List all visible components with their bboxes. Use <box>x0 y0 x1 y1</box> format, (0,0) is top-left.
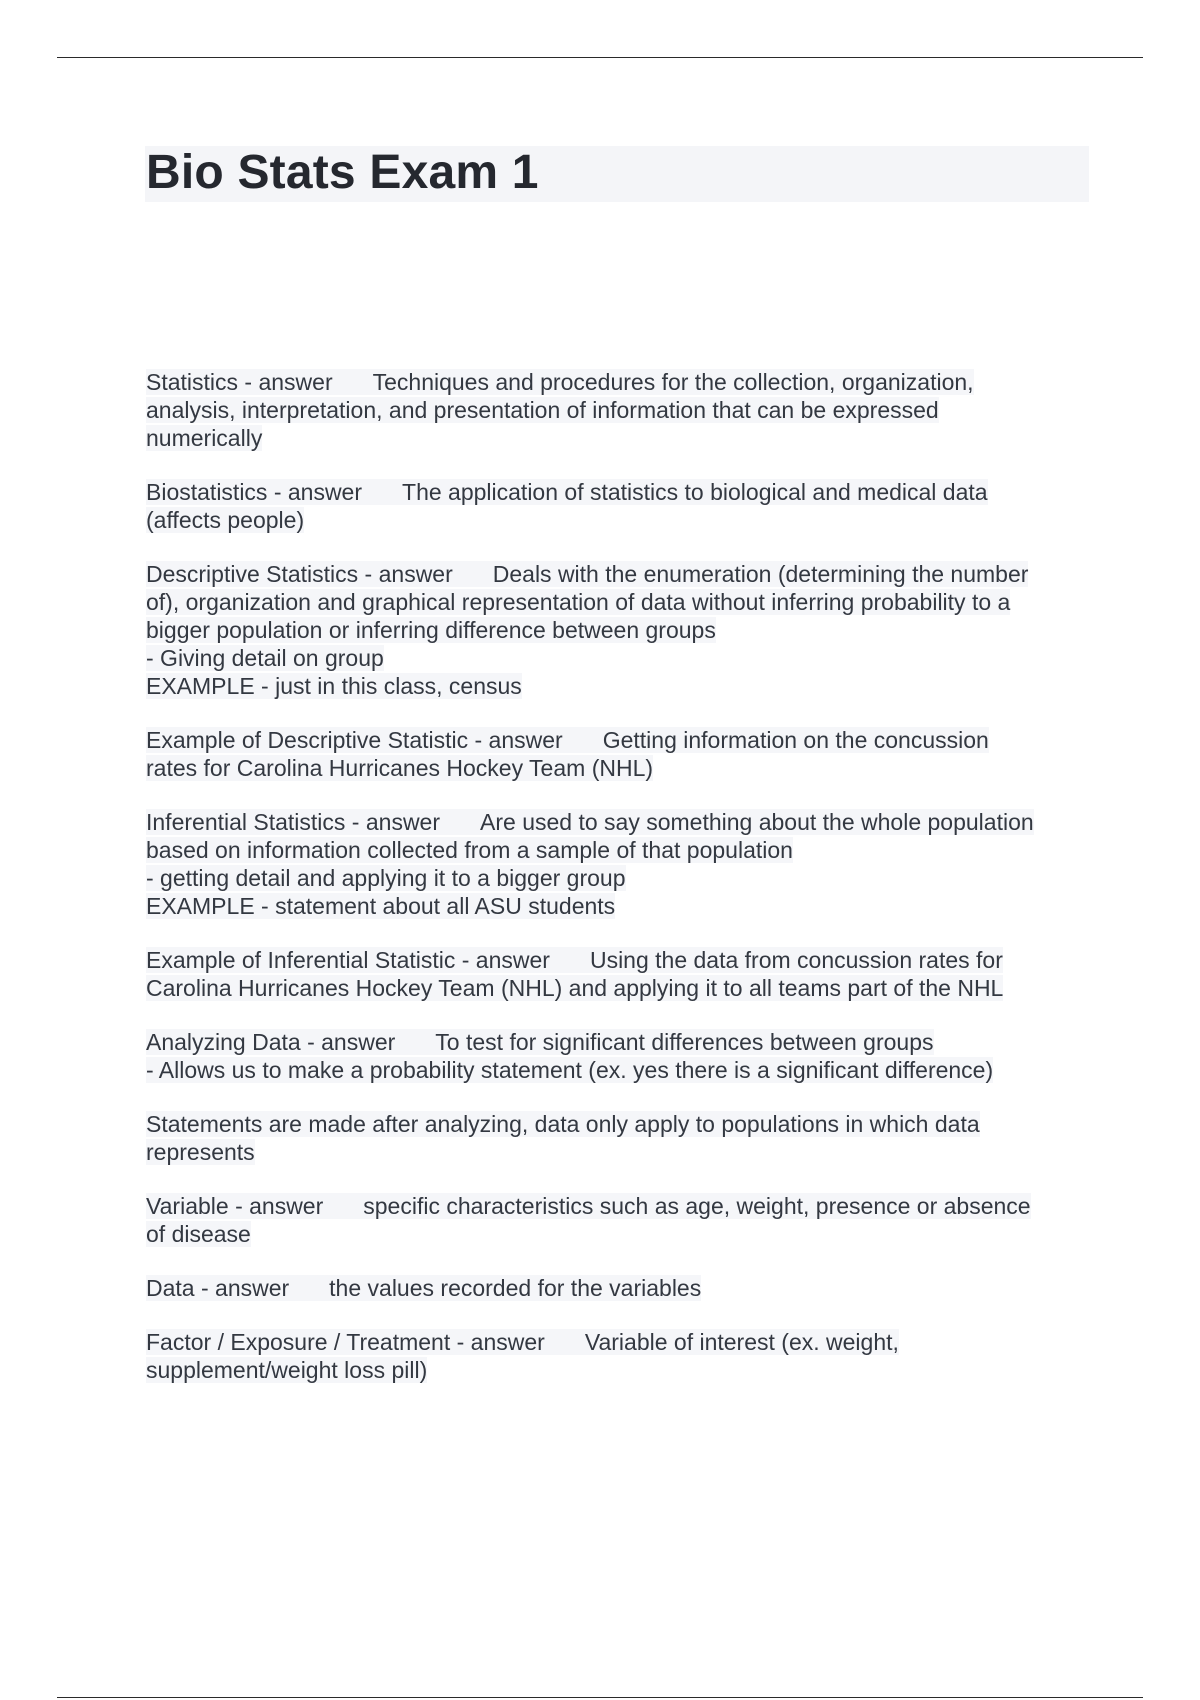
qa-line <box>146 424 1091 452</box>
qa-answer-continuation: - Allows us to make a probability statement (ex. yes there is a significant difference) <box>146 1057 994 1083</box>
qa-entry <box>146 1028 1091 1084</box>
qa-line-text <box>146 893 615 919</box>
qa-line <box>146 588 1091 616</box>
qa-line-text <box>146 1221 251 1247</box>
qa-line <box>146 892 1091 920</box>
qa-term: Descriptive Statistics - answer <box>146 561 453 587</box>
qa-line-text <box>146 397 939 423</box>
qa-answer-continuation: numerically <box>146 425 263 451</box>
qa-term: Statistics - answer <box>146 369 333 395</box>
qa-line <box>146 1356 1091 1384</box>
qa-term: Example of Inferential Statistic - answer <box>146 947 550 973</box>
qa-answer-continuation: EXAMPLE - just in this class, census <box>146 673 522 699</box>
qa-term: Analyzing Data - answer <box>146 1029 396 1055</box>
qa-answer-continuation: based on information collected from a sample of that population <box>146 837 793 863</box>
qa-answer-text: specific characteristics such as age, weight, presence or absence <box>363 1193 1031 1219</box>
qa-answer-continuation: - Giving detail on group <box>146 645 384 671</box>
qa-line-text <box>146 1111 980 1137</box>
qa-line <box>146 1328 1091 1356</box>
qa-answer-continuation: rates for Carolina Hurricanes Hockey Team (NHL) <box>146 755 654 781</box>
qa-entry <box>146 560 1091 700</box>
qa-entry <box>146 478 1091 534</box>
qa-line-text <box>146 837 793 863</box>
qa-line <box>146 672 1091 700</box>
qa-line-text <box>146 507 304 533</box>
qa-line <box>146 1138 1091 1166</box>
qa-answer-continuation: - getting detail and applying it to a bigger group <box>146 865 626 891</box>
qa-answer-text: Getting information on the concussion <box>602 727 989 753</box>
qa-line-text <box>146 645 384 671</box>
qa-entry <box>146 946 1091 1002</box>
qa-entry <box>146 1110 1091 1166</box>
qa-line <box>146 864 1091 892</box>
qa-answer-continuation: supplement/weight loss pill) <box>146 1357 428 1383</box>
page-title: Bio Stats Exam 1 <box>146 146 539 199</box>
qa-term: Example of Descriptive Statistic - answer <box>146 727 563 753</box>
qa-line <box>146 1056 1091 1084</box>
qa-line-text <box>146 617 716 643</box>
qa-line-text <box>146 1029 934 1055</box>
qa-line-text <box>146 755 653 781</box>
qa-entry <box>146 1274 1091 1302</box>
qa-answer-continuation: analysis, interpretation, and presentation of information that can be expressed <box>146 397 939 423</box>
qa-term: Data - answer <box>146 1275 290 1301</box>
qa-line <box>146 1028 1091 1056</box>
qa-line-text <box>146 425 262 451</box>
qa-answer-continuation: EXAMPLE - statement about all ASU students <box>146 893 616 919</box>
qa-entry <box>146 1328 1091 1384</box>
qa-line <box>146 1192 1091 1220</box>
qa-line-text <box>146 1357 427 1383</box>
qa-term: Inferential Statistics - answer <box>146 809 441 835</box>
qa-line <box>146 368 1091 396</box>
qa-line-text <box>146 865 626 891</box>
qa-answer-text: the values recorded for the variables <box>329 1275 702 1301</box>
qa-term: Factor / Exposure / Treatment - answer <box>146 1329 545 1355</box>
qa-term: Variable - answer <box>146 1193 324 1219</box>
qa-line-text <box>146 727 989 753</box>
qa-line <box>146 836 1091 864</box>
qa-line-text <box>146 1275 701 1301</box>
qa-term: Biostatistics - answer <box>146 479 363 505</box>
qa-line-text <box>146 369 974 395</box>
qa-line <box>146 726 1091 754</box>
qa-line-text <box>146 947 1003 973</box>
qa-line <box>146 808 1091 836</box>
qa-line <box>146 1220 1091 1248</box>
qa-line <box>146 946 1091 974</box>
qa-line-text <box>146 1139 255 1165</box>
qa-line <box>146 616 1091 644</box>
qa-line <box>146 478 1091 506</box>
qa-answer-continuation: Carolina Hurricanes Hockey Team (NHL) and applying it to all teams part of the NHL <box>146 975 1004 1001</box>
qa-line-text <box>146 479 988 505</box>
qa-answer-text: To test for significant differences between groups <box>435 1029 934 1055</box>
qa-line-text <box>146 673 522 699</box>
qa-answer-continuation: bigger population or inferring difference between groups <box>146 617 716 643</box>
qa-list <box>146 368 1091 1410</box>
qa-answer-continuation: represents <box>146 1139 255 1165</box>
qa-line-text <box>146 589 1010 615</box>
qa-line-text <box>146 975 1003 1001</box>
qa-answer-text: Using the data from concussion rates for <box>589 947 1003 973</box>
bottom-rule <box>57 1697 1143 1698</box>
qa-line-text <box>146 1057 993 1083</box>
qa-answer-continuation: of), organization and graphical representation of data without inferring probability to a <box>146 589 1011 615</box>
qa-answer-text: Statements are made after analyzing, data only apply to populations in which data <box>146 1111 980 1137</box>
qa-line-text <box>146 809 1034 835</box>
qa-answer-text: Techniques and procedures for the collection, organization, <box>372 369 974 395</box>
qa-line <box>146 506 1091 534</box>
qa-line-text <box>146 561 1028 587</box>
qa-line <box>146 560 1091 588</box>
qa-answer-text: The application of statistics to biological and medical data <box>402 479 988 505</box>
qa-line <box>146 1274 1091 1302</box>
qa-entry <box>146 368 1091 452</box>
qa-line <box>146 1110 1091 1138</box>
top-rule <box>57 57 1143 58</box>
qa-answer-continuation: (affects people) <box>146 507 305 533</box>
qa-entry <box>146 808 1091 920</box>
qa-line-text <box>146 1329 899 1355</box>
qa-line <box>146 644 1091 672</box>
qa-answer-text: Variable of interest (ex. weight, <box>584 1329 899 1355</box>
qa-line <box>146 754 1091 782</box>
qa-line <box>146 396 1091 424</box>
qa-line-text <box>146 1193 1031 1219</box>
qa-entry <box>146 726 1091 782</box>
qa-entry <box>146 1192 1091 1248</box>
qa-answer-text: Deals with the enumeration (determining the number <box>492 561 1029 587</box>
qa-answer-text: Are used to say something about the whole population <box>480 809 1034 835</box>
qa-answer-continuation: of disease <box>146 1221 251 1247</box>
qa-line <box>146 974 1091 1002</box>
